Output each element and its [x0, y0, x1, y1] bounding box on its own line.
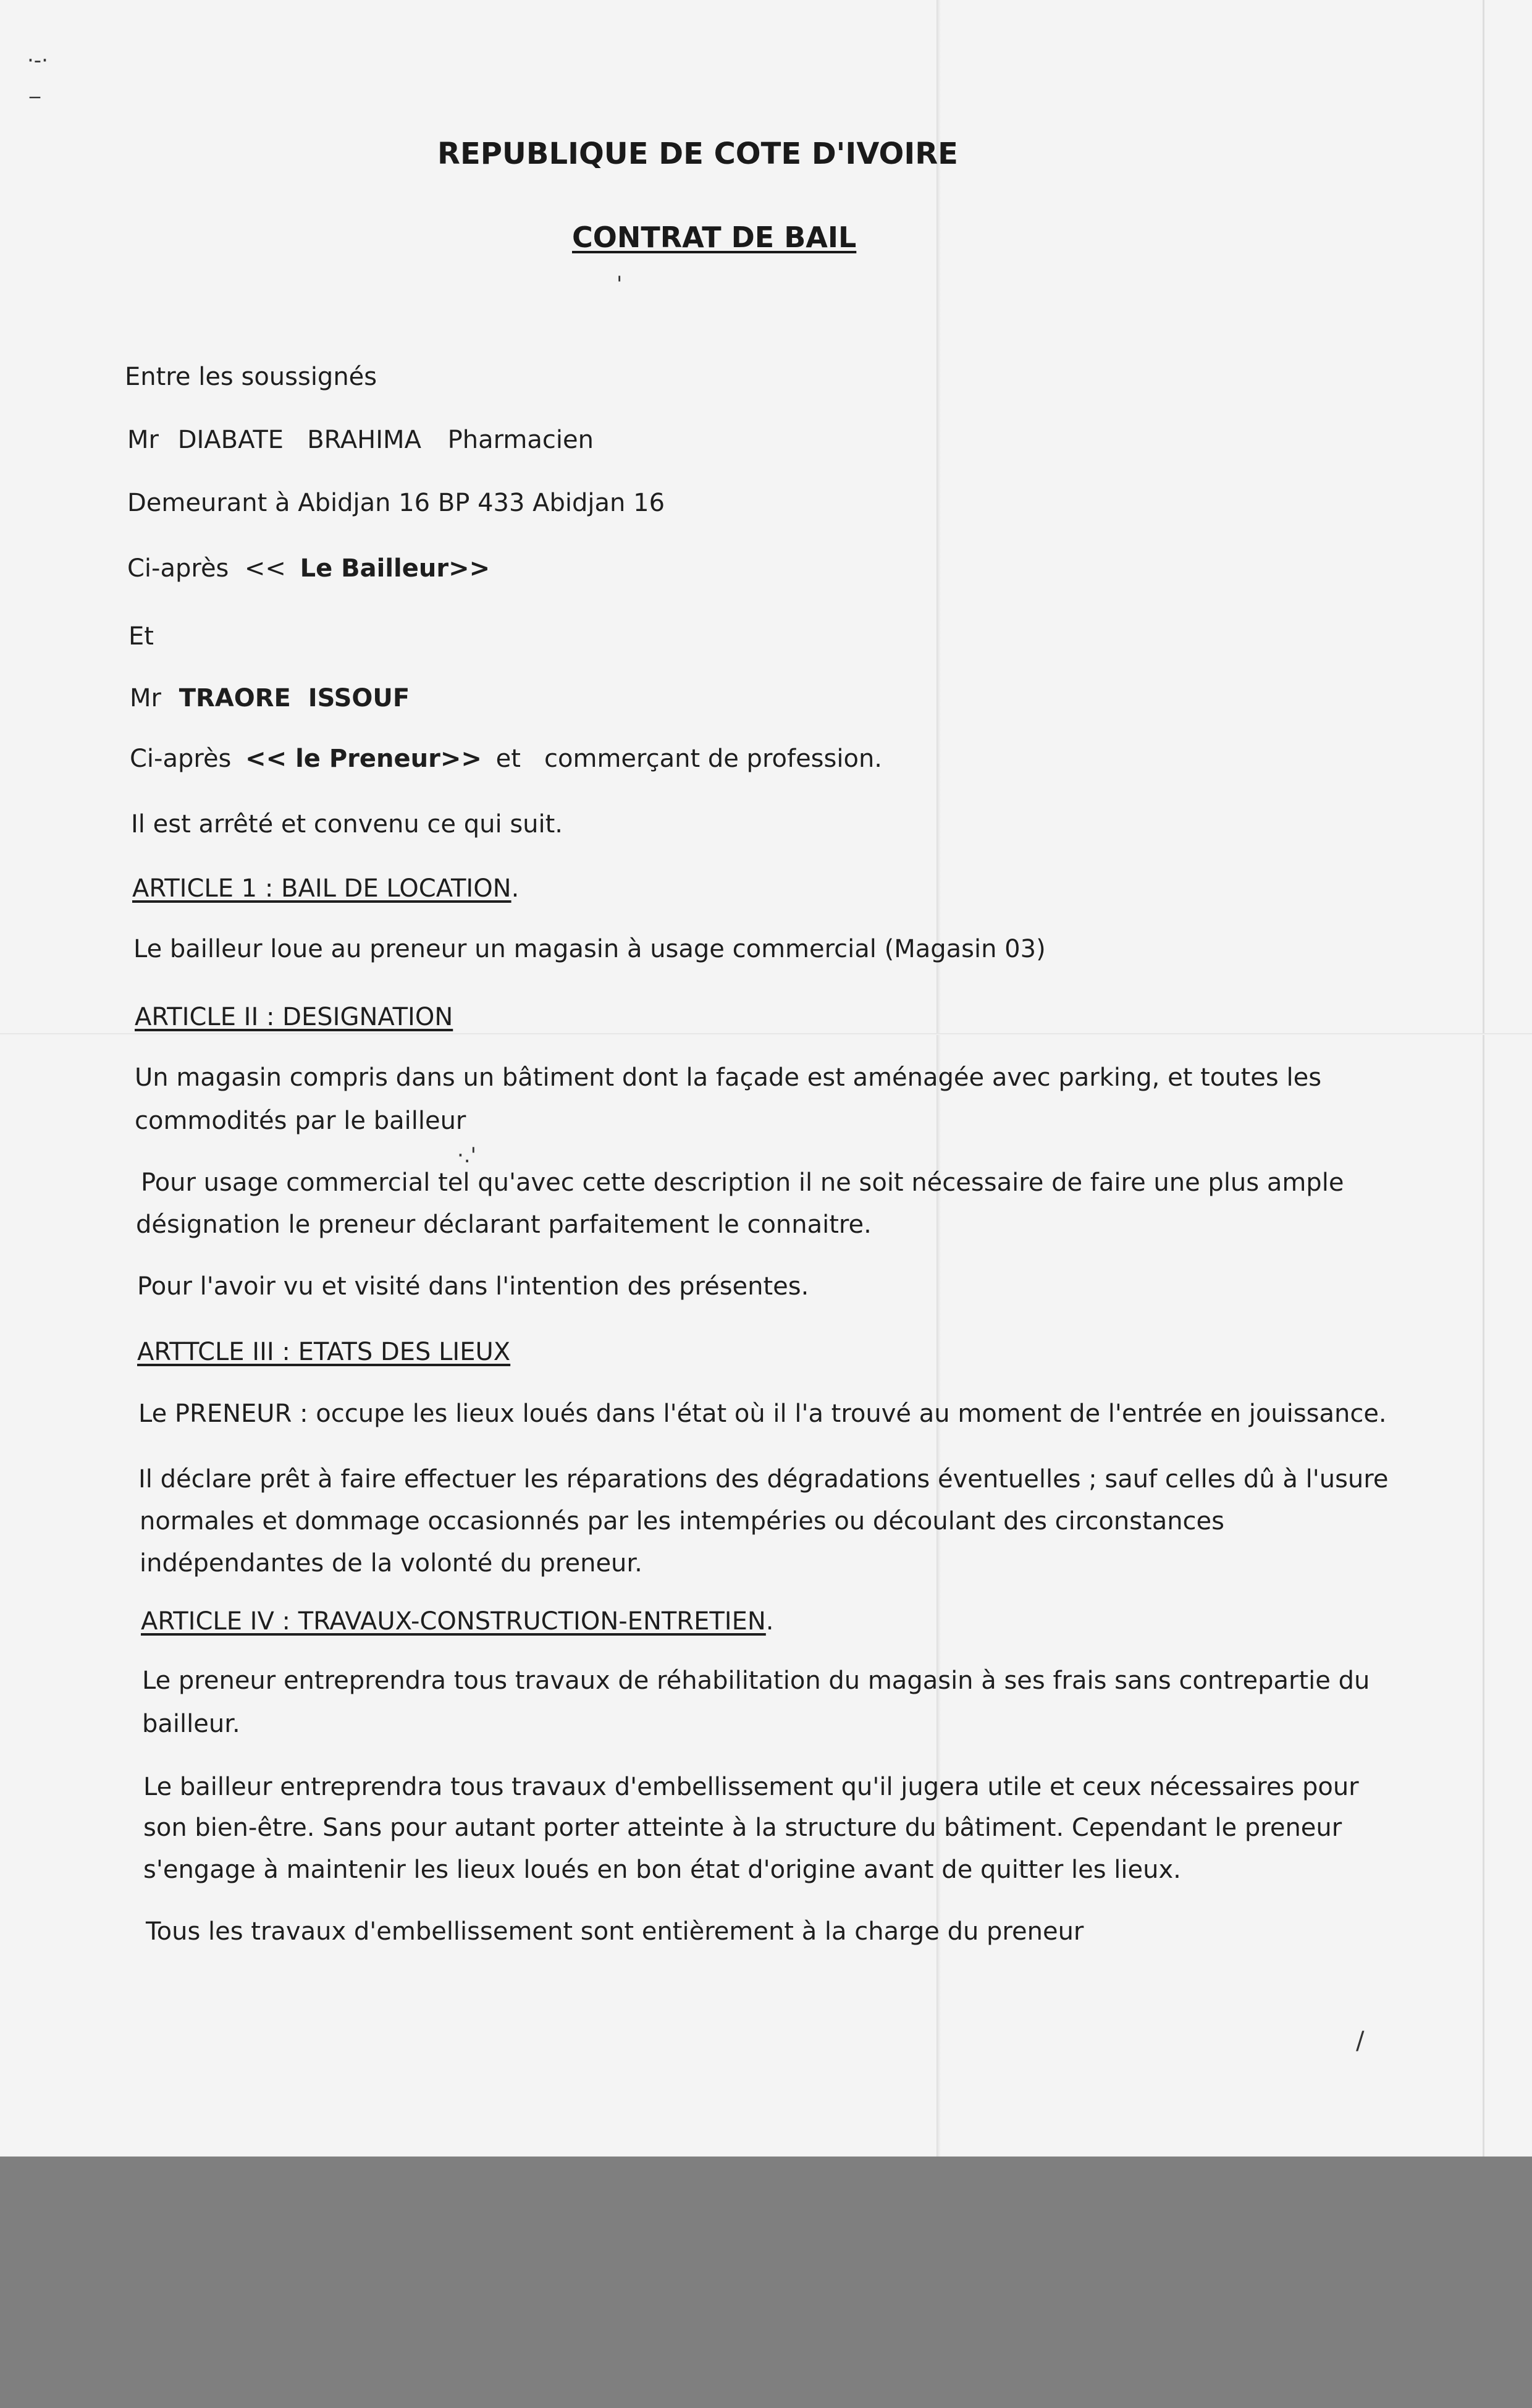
- article4-p3: Tous les travaux d'embellissement sont entièrement à la charge du preneur: [146, 1917, 1084, 1946]
- article3-p2-line2: normales et dommage occasionnés par les intempéries ou découlant des circonstances: [140, 1507, 1224, 1536]
- article2-p1-line1: Un magasin compris dans un bâtiment dont la façade est aménagée avec parking, et toutes les: [135, 1063, 1322, 1092]
- article3-heading: ARTTCLE III : ETATS DES LIEUX: [137, 1338, 511, 1366]
- scan-mark: ': [617, 272, 623, 297]
- article2-p2-line2: désignation le preneur déclarant parfaitement le connaitre.: [136, 1210, 872, 1239]
- article2-heading: ARTICLE II : DESIGNATION: [135, 1003, 453, 1031]
- scan-mark: _: [30, 74, 40, 99]
- lessor-designation-prefix: Ci-après <<: [127, 554, 286, 583]
- and-text: Et: [128, 622, 154, 651]
- lessee-profession: et commerçant de profession.: [495, 745, 883, 773]
- article3-p1: Le PRENEUR : occupe les lieux loués dans l'état où il l'a trouvé au moment de l'entrée en jouissance.: [138, 1400, 1387, 1428]
- lessor-designation: [127, 554, 490, 583]
- article4-p1-line2: bailleur.: [142, 1710, 240, 1738]
- lessee-name: TRAORE ISSOUF: [179, 684, 410, 712]
- article4-heading-end: .: [765, 1607, 774, 1636]
- lessee-designation: [130, 744, 882, 774]
- lessee-designation-prefix: Ci-après: [130, 745, 232, 773]
- article4-p2-line3: s'engage à maintenir les lieux loués en bon état d'origine avant de quitter les lieux.: [143, 1856, 1181, 1884]
- fold-line-horizontal: [0, 1033, 1532, 1035]
- lessor-address: Demeurant à Abidjan 16 BP 433 Abidjan 16: [127, 489, 665, 517]
- lessee-title: Mr: [130, 684, 161, 712]
- article3-p2-line1: Il déclare prêt à faire effectuer les réparations des dégradations éventuelles ; sauf celles dû à l'usure: [138, 1465, 1389, 1493]
- lessee-role: << le Preneur>>: [245, 745, 482, 773]
- article4-p1-line1: Le preneur entreprendra tous travaux de réhabilitation du magasin à ses frais sans contrepartie du: [142, 1667, 1370, 1695]
- article4-p2-line2: son bien-être. Sans pour autant porter atteinte à la structure du bâtiment. Cependant le preneur: [143, 1814, 1342, 1842]
- article1-text: Le bailleur loue au preneur un magasin à usage commercial (Magasin 03): [133, 935, 1046, 963]
- article2-p1-line2: commodités par le bailleur: [135, 1107, 466, 1135]
- agreement-text: Il est arrêté et convenu ce qui suit.: [131, 810, 563, 839]
- document-title: CONTRAT DE BAIL: [572, 221, 857, 254]
- article1-heading: ARTICLE 1 : BAIL DE LOCATION: [132, 874, 511, 903]
- scan-mark: /: [1356, 2027, 1365, 2055]
- article3-p2-line3: indépendantes de la volonté du preneur.: [140, 1549, 642, 1578]
- lessor-profession: Pharmacien: [447, 426, 594, 454]
- lessor-line: [127, 425, 594, 455]
- article2-p2-line1: Pour usage commercial tel qu'avec cette description il ne soit nécessaire de faire une plus ample: [141, 1168, 1344, 1197]
- article1-heading-line: [132, 874, 519, 903]
- article1-heading-end: .: [511, 874, 520, 903]
- intro-text: Entre les soussignés: [125, 363, 377, 391]
- article4-p2-line1: Le bailleur entreprendra tous travaux d'embellissement qu'il jugera utile et ceux nécessaires pour: [143, 1773, 1359, 1801]
- country-title: REPUBLIQUE DE COTE D'IVOIRE: [437, 137, 958, 171]
- article4-heading-line: [141, 1607, 774, 1636]
- lessor-role: Le Bailleur>>: [300, 554, 490, 583]
- scan-background: [0, 2157, 1532, 2408]
- article4-heading: ARTICLE IV : TRAVAUX-CONSTRUCTION-ENTRETIEN: [141, 1607, 766, 1636]
- lessor-title: Mr: [127, 426, 159, 454]
- article2-p3: Pour l'avoir vu et visité dans l'intention des présentes.: [137, 1272, 809, 1301]
- lessor-name: DIABATE BRAHIMA: [177, 426, 421, 454]
- paper-edge-right: [1483, 0, 1484, 2157]
- lessee-line: [130, 683, 410, 713]
- scan-mark: ·-·: [27, 48, 48, 73]
- scan-mark: ·.': [457, 1143, 476, 1168]
